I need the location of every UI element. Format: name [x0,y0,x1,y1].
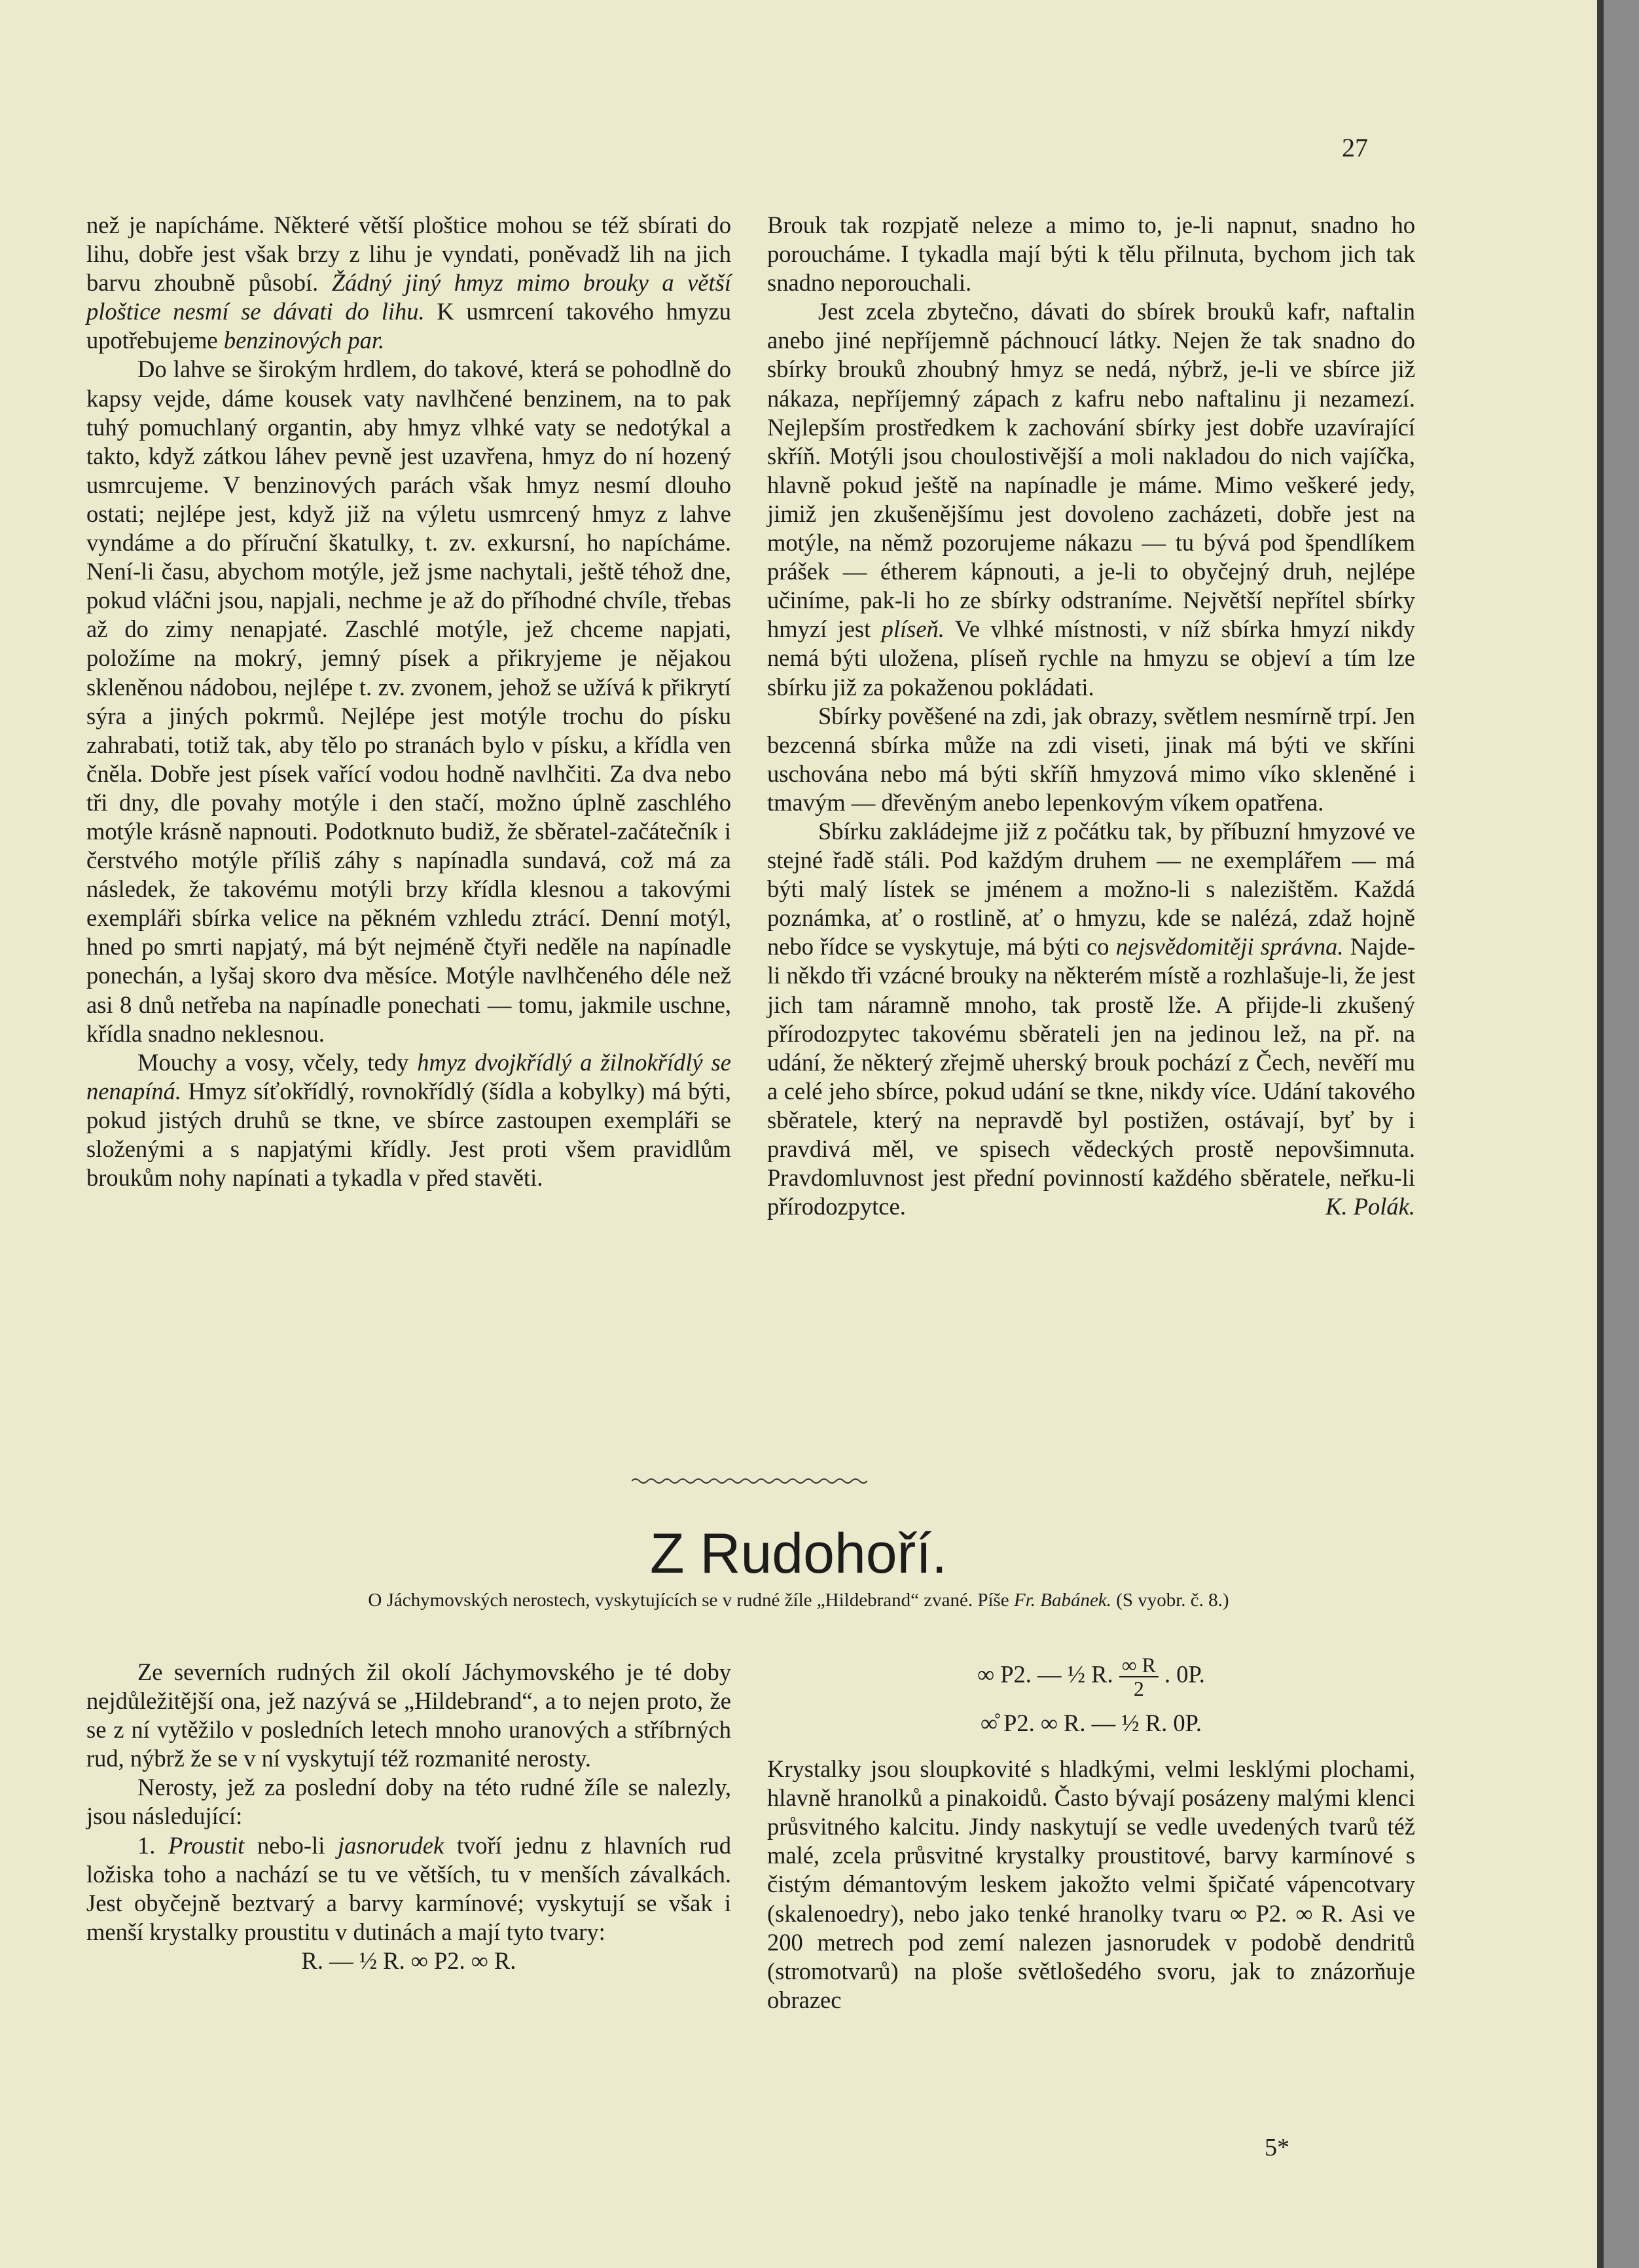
signature-mark: 5* [1265,2134,1289,2161]
emphasis-text: Žádný jiný hmyz mimo brouky a větší ploštice nesmí se dávati do lihu. [86,269,731,325]
formula-proustit-forms: R. — ½ R. ∞ P2. ∞ R. [301,1947,516,1974]
bottom-left-column [86,1658,731,1975]
text-run: K usmrcení takového hmyzu upotřebujeme [86,298,731,354]
emphasis-text: plíseň. [881,615,945,643]
author-signature: K. Polák. [1325,1193,1415,1220]
formula-line-1 [767,1654,1415,1700]
text-run: Hmyz síťokřídlý, rovnokřídlý (šídla a kobylky) má býti, pokud jistých druhů se tkne, ve sbírce zastoupen exempláři se složenými a s napjatými křídly. Jest proti všem pravidlům broukům nohy napínati a tykadla v před stavěti. [86,1077,731,1192]
crystal-description: Krystalky jsou sloupkovité s hladkými, velmi lesklými plochami, hlavně hranolků a pinakoidů. Často bývají posázeny malými klenci průsvitného kalcitu. Jindy naskytují se vedle uvedených tvarů též malé, zcela průsvitné krystalky proustitové, barvy karmínové s čistým démantovým leskem jakožto velmi špičaté vápencotvary (skalenoedry), nebo jako tenké hranolky tvaru ∞ P2. ∞ R. Asi ve 200 metrech pod zemí nalezen jasnorudek v podobě dendritů (stromotvarů) na ploše světlošedého svoru, jak to znázorňuje obrazec [767,1755,1415,2013]
formula-line-2: ∞̊ P2. ∞ R. — ½ R. 0P. [980,1710,1202,1736]
subtitle-text: O Jáchymovských nerostech, vyskytujících se v rudné žíle „Hildebrand“ zvané. Píše [368,1590,1014,1611]
top-left-column [86,211,731,1192]
paragraph [767,297,1415,701]
emphasis-text: jasnorudek [338,1831,444,1859]
text-run: nebo-li [244,1831,338,1859]
emphasis-text: benzinových par. [223,327,385,354]
page-number: 27 [1342,133,1368,162]
fraction-numerator: ∞ R [1119,1654,1159,1677]
paragraph [86,1658,731,1773]
emphasis-text: Proustit [168,1831,245,1859]
text-run: tvoří jednu z hlavních rud ložiska toho a nachází se tu ve větších, tu v menších závalkách. Jest obyčejně beztvarý a barvy karmínové; vyskytují se však i menší krystalky proustitu v dutinách a mají tyto tvary: [86,1831,732,1945]
formula-1-end: . 0P. [1164,1660,1205,1688]
text-run: Ve vlhké místnosti, v níž sbírka hmyzí nikdy nemá býti uložena, plíseň rychle na hmyzu se objeví a tím lze sbírku již za pokaženou pokládati. [767,615,1415,701]
text-run: Do lahve se širokým hrdlem, do takové, která se pohodlně do kapsy vejde, dáme kousek vaty navlhčené benzinem, na to pak tuhý pomuchlaný organtin, aby hmyz vlhké vaty se nedotýkal a takto, když zátkou láhev pevně jest uzavřena, hmyz do ní hozený usmrcujeme. V benzinových parách však hmyz nesmí dlouho ostati; nejlépe jest, když již na výletu usmrcený hmyz z lahve vyndáme a do příruční škatulky, t. zv. exkursní, ho napícháme. Není-li času, abychom motýle, jež jsme nachytali, ještě téhož dne, pokud vláčni jsou, napjali, nechme je až do příhodné chvíle, třebas až do zimy nenapjaté. Zaschlé motýle, jež chceme napjati, položíme na mokrý, jemný písek a přikryjeme je nějakou skleněnou nádobou, nejlépe t. zv. zvonem, jehož se užívá k přikrytí sýra a jiných pokrmů. Nejlépe jest motýle trochu do písku zahrabati, totiž tak, aby tělo po stranách bylo v písku, a křídla ven čněla. Dobře jest písek vařící vodou hodně navlhčiti. Za dva nebo tři dny, dle povahy motýle i den stačí, možno úplně zaschlého motýle krásně napnouti. Podotknuto budiž, že sběratel-začátečník i čerstvého motýle příliš záhy s napínadla sundavá, což má za následek, že takovému motýli brzy křídla klesnou a takovými exempláři sbírka velice na pěkném vzhledu ztrácí. Denní motýl, hned po smrti napjatý, má být nejméně čtyři neděle na napínadle ponechán, a lyšaj skoro dva měsíce. Motýle navlhčeného déle než asi 8 dnů netřeba na napínadle ponechati — tomu, jakmile uschne, křídla snadno neklesnou. [86,356,731,1047]
article-author: Fr. Babánek. [1013,1590,1111,1611]
paragraph [767,817,1415,1221]
paragraph [767,211,1415,297]
section-divider [632,1474,867,1488]
fraction-denominator: 2 [1133,1677,1144,1700]
formula-fraction [1119,1654,1159,1700]
bottom-right-column [767,1653,1415,2015]
page-edge-shadow [1597,0,1604,2268]
formula-1-start: ∞ P2. — ½ R. [977,1660,1113,1688]
text-run: Mouchy a vosy, včely, tedy [137,1048,418,1076]
text-run: Jest zcela zbytečno, dávati do sbírek brouků kafr, naftalin anebo jiné nepříjemně páchnoucí látky. Nejen že tak snadno do sbírky brouků zhoubný hmyz se nedá, nýbrž, je-li ve sbírce již nákaza, nepříjemný zápach z kafru nebo naftalinu ji nezamezí. Nejlepším prostředkem k zachování sbírky jest dobře uzavírající skříň. Motýli jsou choulostivější a moli nakladou do nich vajíčka, hlavně pokud ještě na napínadle je máme. Mimo veškeré jedy, jimiž jen zkušenějšímu jest dovoleno zacházeti, dobře jest na motýle, na němž pozorujeme nákazu — tu bývá pod špendlíkem prášek — étherem kápnouti, a je-li to obyčejný druh, nejlépe učiníme, pak-li ho ze sbírky odstraníme. Největší nepřítel sbírky hmyzí jest [767,298,1415,643]
text-run: 1. [137,1831,169,1859]
paragraph [86,1773,731,1831]
subtitle-figure-ref: (S vyobr. č. 8.) [1111,1590,1229,1611]
text-run: Najde-li někdo tři vzácné brouky na některém místě a rozhlašuje-li, že jest jich tam náramně mnoho, tak prostě lže. A přijde-li zkušený přírodozpytec takovému sběrateli jen na jedinou lež, na př. na udání, že některý zřejmě uherský brouk pochází z Čech, nevěří mu a celé jeho sbírce, pokud udání se tkne, nikdy více. Udání takového sběratele, který na nepravdě byl postižen, ostávají, byť by i pravdivá měl, ve spisech vědeckých prostě nepovšimnuta. Pravdomluvnost jest přední povinností každého sběratele, neřku-li přírodozpytce. [767,933,1416,1220]
text-run: Sbírku zakládejme již z počátku tak, by příbuzní hmyzové ve stejné řadě stáli. Pod každým druhem — ne exemplářem — má býti malý lístek se jménem a možno-li s nalezištěm. Každá poznámka, ať o rostlině, ať o hmyzu, kde se nalézá, zdaž hojně nebo řídce se vyskytuje, má býti co [767,817,1415,960]
paragraph [86,355,731,1048]
text-run: Brouk tak rozpjatě neleze a mimo to, je-li napnut, snadno ho poroucháme. I tykadla mají býti k tělu přilnuta, bychom jich tak snadno neporouchali. [767,211,1415,297]
text-run: Nerosty, jež za poslední doby na této rudné žíle se nalezly, jsou následující: [86,1774,731,1830]
text-run: než je napícháme. Některé větší ploštice mohou se též sbírati do lihu, dobře jest však brzy z lihu je vyndati, poněvadž lih na jich barvu zhoubně působí. [86,211,731,297]
bottom-left-text [86,1658,731,1947]
article-subtitle [98,1590,1499,1611]
emphasis-text: hmyz dvojkřídlý a žilnokřídlý se nenapíná. [86,1048,731,1105]
paragraph [86,1048,731,1192]
paragraph [767,702,1415,817]
paragraph [86,211,731,355]
text-run: Ze severních rudných žil okolí Jáchymovského je té doby nejdůležitější ona, jež nazývá se „Hildebrand“, a to nejen proto, že se z ní vytěžilo v posledních letech mnoho uranových a stříbrných rud, nýbrž že se v ní vyskytují též rozmanité nerosty. [86,1658,731,1772]
paragraph [86,1831,731,1947]
formula-block [767,1654,1415,1738]
emphasis-text: nejsvědomitěji správna. [1115,933,1344,960]
article-title: Z Rudohoří. [649,1522,948,1585]
top-right-column [767,211,1415,1221]
text-run: Sbírky pověšené na zdi, jak obrazy, světlem nesmírně trpí. Jen bezcenná sbírka může na zdi viseti, jinak má býti ve skříni uschována nebo má býti skříň hmyzová mimo víko skleněné i tmavým — dřevěným anebo lepenkovým víkem opatřena. [767,702,1415,816]
